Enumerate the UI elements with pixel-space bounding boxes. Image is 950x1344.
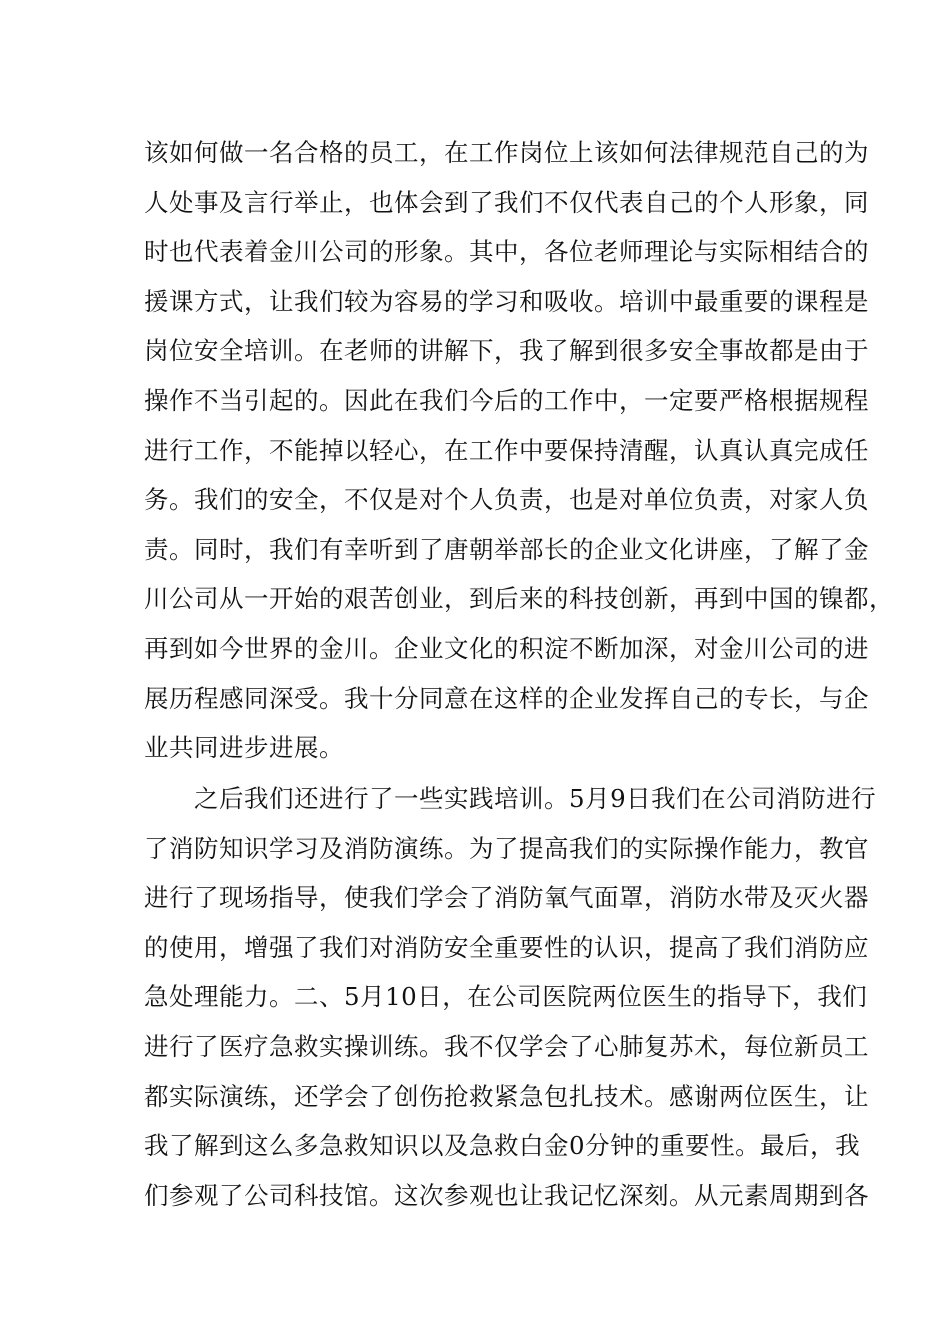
text-line: 们参观了公司科技馆。这次参观也让我记忆深刻。从元素周期到各 (144, 1180, 869, 1210)
paragraph-1 (144, 128, 894, 773)
text-line: 的使用，增强了我们对消防安全重要性的认识，提高了我们消防应 (144, 932, 869, 962)
text-line: 进行了医疗急救实操训练。我不仅学会了心肺复苏术，每位新员工 (144, 1031, 869, 1061)
text-line: 人处事及言行举止，也体会到了我们不仅代表自己的个人形象，同 (144, 187, 869, 217)
text-line: 了消防知识学习及消防演练。为了提高我们的实际操作能力，教官 (144, 833, 869, 863)
text-line: 操作不当引起的。因此在我们今后的工作中，一定要严格根据规程 (144, 385, 869, 415)
text-line: 责。同时，我们有幸听到了唐朝举部长的企业文化讲座，了解了金 (144, 534, 869, 564)
text-line: 展历程感同深受。我十分同意在这样的企业发挥自己的专长，与企 (144, 683, 869, 713)
text-line: 务。我们的安全，不仅是对个人负责，也是对单位负责，对家人负 (144, 485, 869, 515)
text-line: 该如何做一名合格的员工，在工作岗位上该如何法律规范自己的为 (144, 138, 869, 167)
text-line: 之后我们还进行了一些实践培训。5月9日我们在公司消防进行 (144, 784, 877, 813)
text-line: 再到如今世界的金川。企业文化的积淀不断加深，对金川公司的进 (144, 633, 869, 663)
text-line: 急处理能力。二、5月10日，在公司医院两位医生的指导下，我们 (144, 982, 868, 1012)
text-line: 都实际演练，还学会了创伤抢救紧急包扎技术。感谢两位医生，让 (144, 1081, 869, 1111)
text-line: 时也代表着金川公司的形象。其中，各位老师理论与实际相结合的 (144, 237, 869, 267)
text-line: 进行工作，不能掉以轻心，在工作中要保持清醒，认真认真完成任 (144, 435, 869, 465)
text-line: 进行了现场指导，使我们学会了消防氧气面罩，消防水带及灭火器 (144, 883, 869, 913)
paragraph-2 (144, 774, 877, 1220)
text-line: 业共同进步进展。 (144, 733, 344, 763)
text-line: 我了解到这么多急救知识以及急救白金0分钟的重要性。最后，我 (144, 1131, 861, 1161)
text-line: 岗位安全培训。在老师的讲解下，我了解到很多安全事故都是由于 (144, 336, 869, 366)
text-line: 川公司从一开始的艰苦创业，到后来的科技创新，再到中国的镍都， (144, 584, 894, 614)
text-line: 援课方式，让我们较为容易的学习和吸收。培训中最重要的课程是 (144, 286, 869, 316)
